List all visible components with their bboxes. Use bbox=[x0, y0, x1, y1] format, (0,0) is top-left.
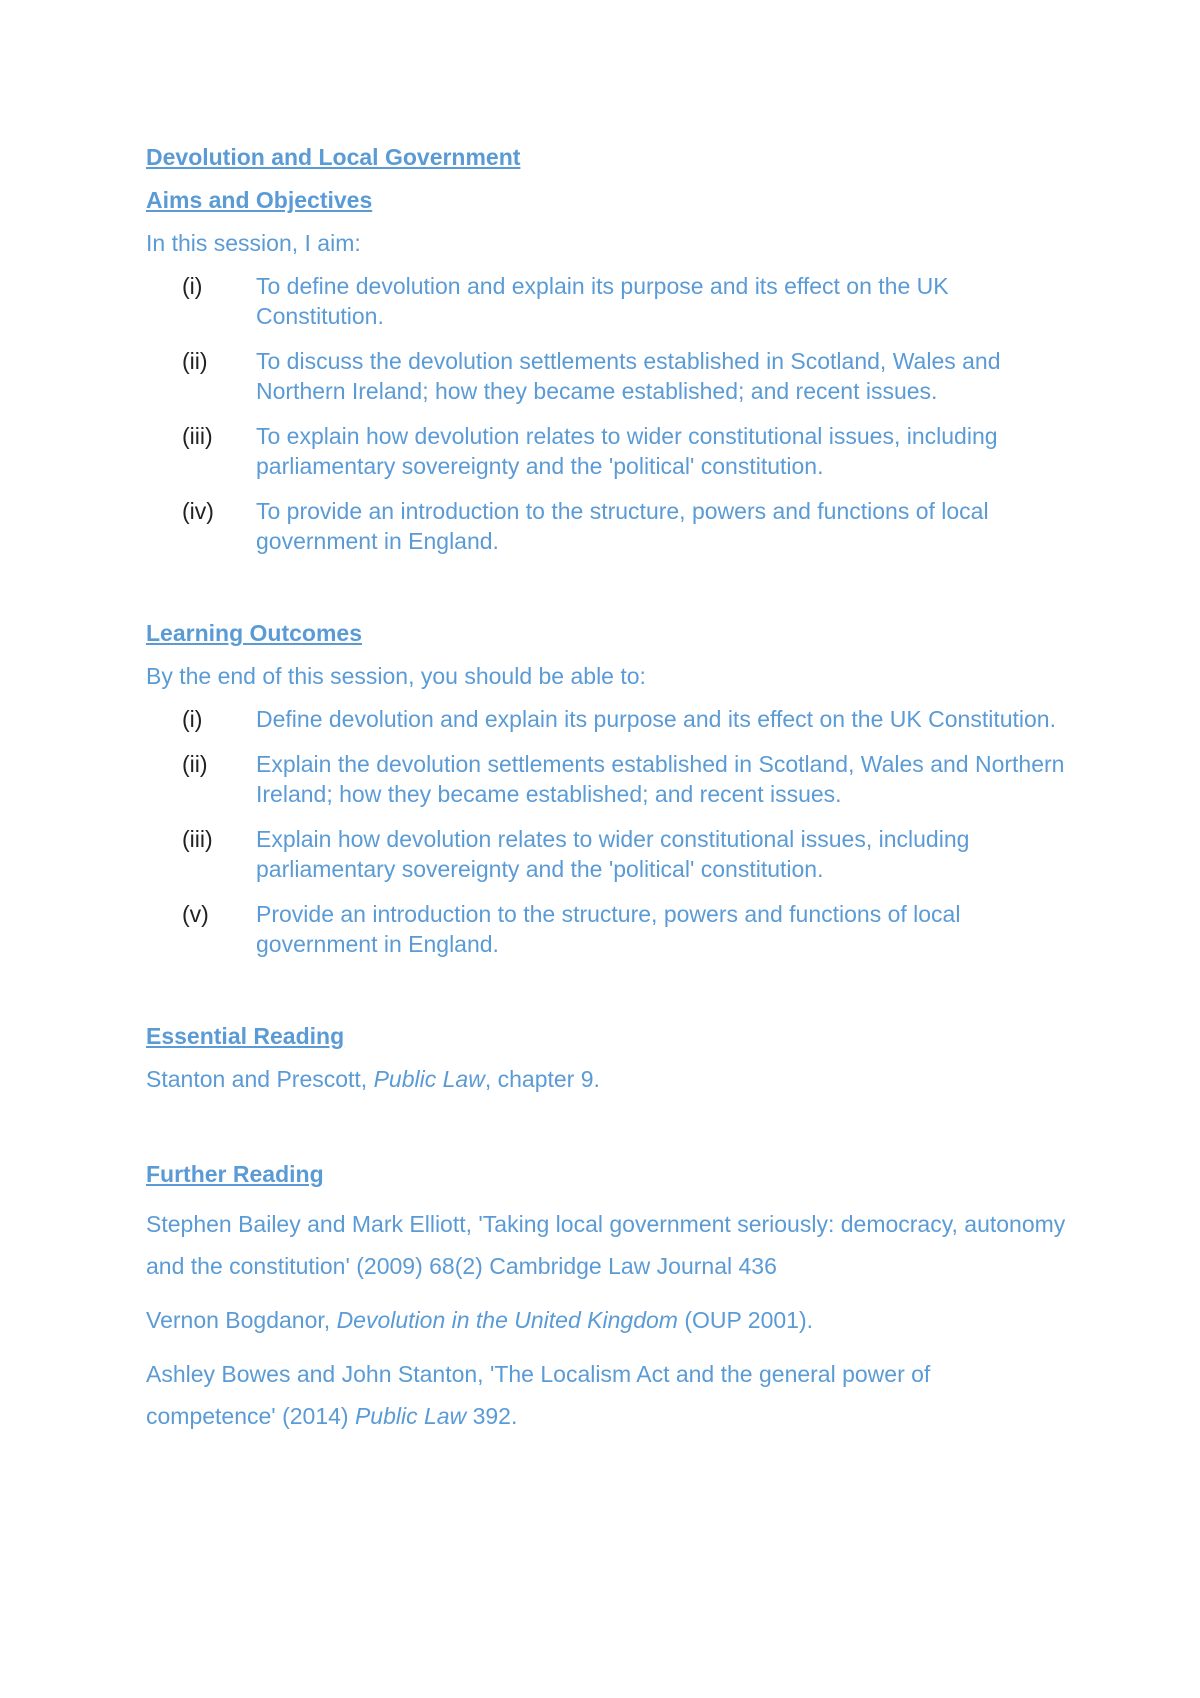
list-text: To provide an introduction to the structure, powers and functions of local government in England. bbox=[256, 498, 989, 554]
reference-suffix: 392. bbox=[466, 1403, 518, 1429]
list-numeral: (ii) bbox=[182, 348, 208, 374]
essential-reading-text: Stanton and Prescott, bbox=[146, 1066, 374, 1092]
further-reading-item bbox=[146, 1203, 1066, 1287]
aims-heading: Aims and Objectives bbox=[146, 187, 373, 213]
outcomes-intro: By the end of this session, you should be able to: bbox=[146, 663, 646, 689]
list-numeral: (iv) bbox=[182, 498, 214, 524]
list-numeral: (v) bbox=[182, 901, 209, 927]
list-text: Explain the devolution settlements established in Scotland, Wales and Northern Ireland; how they became established; and recent issues. bbox=[256, 751, 1065, 807]
reference-suffix: (OUP 2001). bbox=[677, 1307, 814, 1333]
reference-text: Vernon Bogdanor, bbox=[146, 1307, 337, 1333]
document-content bbox=[146, 140, 1066, 1437]
further-reading-item bbox=[146, 1299, 1066, 1341]
essential-reading-item bbox=[146, 1063, 1066, 1095]
list-numeral: (ii) bbox=[182, 751, 208, 777]
list-item bbox=[146, 704, 1066, 734]
outcomes-heading: Learning Outcomes bbox=[146, 620, 362, 646]
essential-reading-heading: Essential Reading bbox=[146, 1023, 345, 1049]
reference-title: Public Law bbox=[354, 1403, 467, 1429]
outcomes-list bbox=[146, 704, 1066, 959]
reference-text: Stephen Bailey and Mark Elliott, 'Taking local government seriously: democracy, autonomy and the constitution' (2009) 68(2) Cambridge Law Journal 436 bbox=[146, 1211, 1066, 1279]
list-text: To define devolution and explain its purpose and its effect on the UK Constitution. bbox=[256, 273, 949, 329]
list-numeral: (i) bbox=[182, 273, 203, 299]
list-text: Define devolution and explain its purpose and its effect on the UK Constitution. bbox=[256, 706, 1056, 732]
further-reading-heading: Further Reading bbox=[146, 1161, 324, 1187]
reference-title: Devolution in the United Kingdom bbox=[336, 1307, 678, 1333]
essential-reading-suffix: , chapter 9. bbox=[484, 1066, 600, 1092]
aims-list bbox=[146, 271, 1066, 556]
list-item bbox=[146, 271, 1066, 331]
list-text: Provide an introduction to the structure, powers and functions of local government in England. bbox=[256, 901, 961, 957]
aims-intro: In this session, I aim: bbox=[146, 230, 361, 256]
essential-reading-title: Public Law bbox=[373, 1066, 485, 1092]
list-item bbox=[146, 749, 1066, 809]
list-numeral: (i) bbox=[182, 706, 203, 732]
list-item bbox=[146, 496, 1066, 556]
list-item bbox=[146, 346, 1066, 406]
document-title: Devolution and Local Government bbox=[146, 144, 521, 170]
reference-text: Ashley Bowes and John Stanton, 'The Localism Act and the general power of competence' (2014) bbox=[146, 1361, 931, 1429]
list-text: To explain how devolution relates to wider constitutional issues, including parliamentary sovereignty and the 'political' constitution. bbox=[256, 423, 998, 479]
list-numeral: (iii) bbox=[182, 423, 213, 449]
further-reading-item bbox=[146, 1353, 1066, 1437]
list-numeral: (iii) bbox=[182, 826, 213, 852]
list-item bbox=[146, 899, 1066, 959]
list-item bbox=[146, 824, 1066, 884]
list-item bbox=[146, 421, 1066, 481]
list-text: To discuss the devolution settlements established in Scotland, Wales and Northern Ireland; how they became established; and recent issues. bbox=[256, 348, 1001, 404]
list-text: Explain how devolution relates to wider constitutional issues, including parliamentary sovereignty and the 'political' constitution. bbox=[256, 826, 970, 882]
